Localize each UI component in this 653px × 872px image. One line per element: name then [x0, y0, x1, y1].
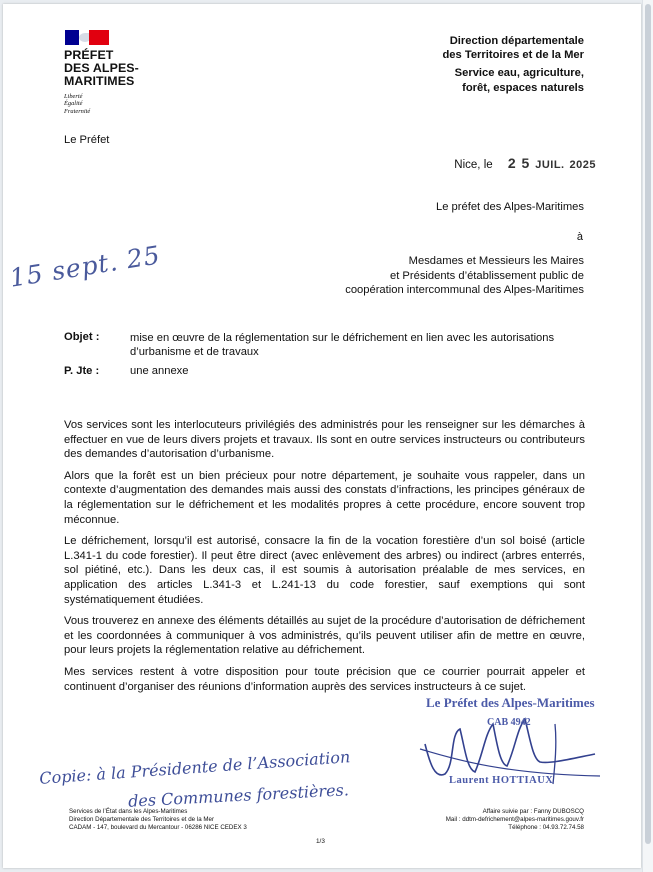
- signature-stamp-title: Le Préfet des Alpes-Maritimes: [426, 695, 595, 710]
- footer-line: Téléphone : 04.93.72.74.58: [508, 824, 584, 832]
- motto-line: Fraternité: [64, 107, 91, 115]
- date-place: Nice, le: [454, 159, 493, 171]
- sender-line: Le préfet des Alpes-Maritimes: [436, 201, 584, 213]
- logo-line: PRÉFET: [64, 48, 114, 62]
- service-name: [455, 66, 584, 95]
- footer-line: CADAM - 147, boulevard du Mercantour - 06286 NICE CEDEX 3: [69, 824, 247, 832]
- signature-cab-number: CAB 4942: [487, 717, 531, 728]
- logo-name: [64, 49, 164, 88]
- direction-name: [442, 34, 584, 62]
- body-paragraph: Mes services restent à votre disposition pour toute précision que ce courrier pourrait appeler et continuent d’organiser des réunions d’information auprès des services instructeurs à ce sujet.: [64, 665, 585, 693]
- logo-line: DES ALPES-: [64, 61, 139, 75]
- direction-line: des Territoires et de la Mer: [442, 49, 584, 61]
- handwritten-annotation-top: 15 sept. 25: [7, 240, 163, 293]
- page-number: 1/3: [316, 838, 325, 845]
- footer-right: [446, 808, 584, 832]
- handwritten-annotation-copy: Copie: à la Présidente de l’Association: [38, 747, 351, 788]
- marianne-logo: [64, 30, 164, 115]
- logo-line: MARITIMES: [64, 74, 135, 88]
- service-line: Service eau, agriculture,: [454, 67, 584, 79]
- date-stamp-year: 2025: [569, 159, 596, 171]
- signer-name: Laurent HOTTIAUX: [449, 775, 554, 786]
- sender-role: Le Préfet: [64, 134, 110, 146]
- to-word: à: [576, 231, 583, 243]
- footer-line: Mail : ddtm-defrichement@alpes-maritimes.gouv.fr: [445, 816, 584, 824]
- recipient-line: coopération intercommunal des Alpes-Maritimes: [345, 284, 584, 297]
- vertical-scrollbar[interactable]: [642, 0, 653, 872]
- attachment-label: P. Jte :: [64, 365, 100, 377]
- body-paragraph: Alors que la forêt est un bien précieux pour notre département, je souhaite vous rappeler, dans un contexte d’augmentation des demandes mais aussi des constats d’infractions, les principes généraux de la réglementation sur le défrichement et les modalités propres à cette procédure, encore souvent trop méconnue.: [64, 469, 585, 526]
- date-stamp: [508, 155, 596, 171]
- footer-line: Affaire suivie par : Fanny DUBOSCQ: [482, 808, 584, 815]
- subject-text: mise en œuvre de la réglementation sur le défrichement en lien avec les autorisations d’urbanisme et de travaux: [130, 332, 555, 358]
- marianne-flag-icon: [65, 30, 109, 45]
- motto-line: Liberté: [64, 93, 83, 100]
- recipients: [345, 254, 584, 298]
- footer-line: Direction Départementale des Territoires et de la Mer: [69, 816, 215, 824]
- body-paragraph: Le défrichement, lorsqu’il est autorisé, consacre la fin de la vocation forestière d’un sol boisé (article L.341-1 du code forestier). Il peut être direct (avec enlèvement des arbres) ou indirect (arbres enterrés, sol piétiné, etc.). Dans les deux cas, il est soumis à autorisation préalable de mes services, en application des articles L.341-3 et L.241-13 du code forestier, sauf exemptions qui sont systématiquement étudiées.: [64, 535, 585, 606]
- recipient-line: et Présidents d’établissement public de: [389, 269, 584, 282]
- handwritten-annotation-copy-2: des Communes forestières.: [127, 780, 350, 811]
- motto-line: Égalité: [64, 100, 83, 108]
- date-line: [454, 155, 596, 171]
- scrollbar-thumb[interactable]: [645, 4, 651, 844]
- recipient-line: Mesdames et Messieurs les Maires: [408, 255, 584, 267]
- body-paragraph: Vos services sont les interlocuteurs privilégiés des administrés pour les renseigner sur les démarches à effectuer en vue de leurs divers projets et travaux. Ils sont en outre services instructeurs ou contributeurs des demandes d’autorisation d’urbanisme.: [64, 419, 585, 461]
- attachment-text: une annexe: [130, 365, 189, 377]
- direction-line: Direction départementale: [449, 35, 584, 47]
- motto: [64, 93, 164, 115]
- footer-line: Services de l’État dans les Alpes-Maritimes: [69, 808, 188, 815]
- date-stamp-month: JUIL.: [535, 159, 565, 171]
- document-page: [3, 4, 641, 868]
- service-line: forêt, espaces naturels: [462, 81, 584, 94]
- date-stamp-day: 2 5: [507, 155, 531, 171]
- letter-body: [64, 418, 585, 701]
- body-paragraph: Vous trouverez en annexe des éléments détaillés au sujet de la procédure d’autorisation de défrichement et les coordonnées à communiquer à vos administrés, qu’ils peuvent utiliser afin de mettre en œuvre, pour leurs projets la réglementation relative au défrichement.: [64, 615, 585, 657]
- subject-label: Objet :: [64, 331, 100, 343]
- footer-left: [69, 808, 247, 832]
